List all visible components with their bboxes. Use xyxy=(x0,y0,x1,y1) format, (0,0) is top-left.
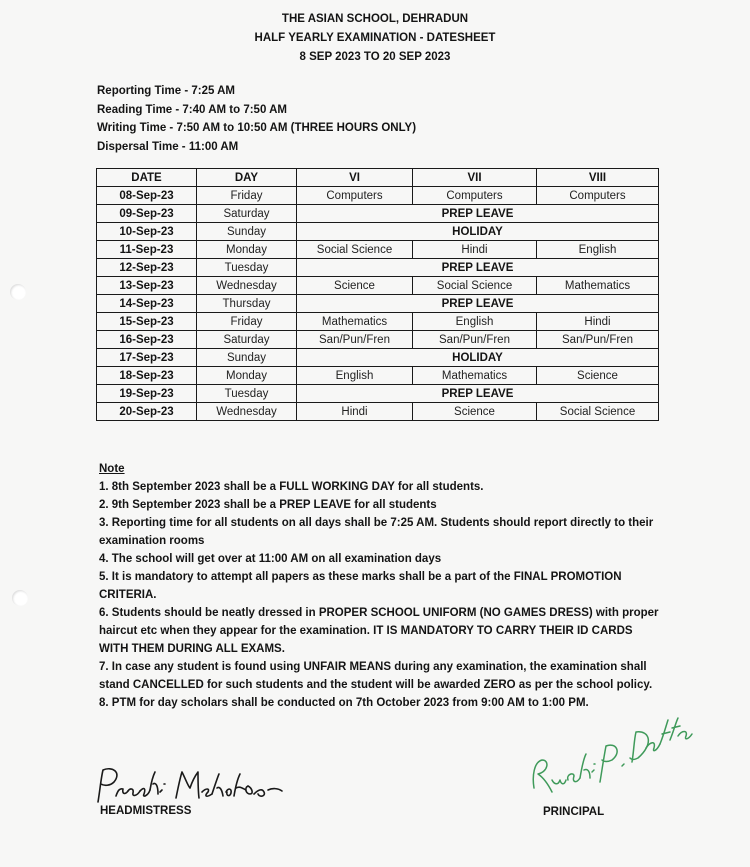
note-item: 5. It is mandatory to attempt all papers as these marks shall be a part of the FINAL PROMOTION CRITERIA. xyxy=(99,571,622,601)
day-cell: Friday xyxy=(197,313,297,331)
column-header-viii: VIII xyxy=(537,169,659,187)
table-row xyxy=(97,385,659,403)
day-cell: Thursday xyxy=(197,295,297,313)
subject-cell-viii: English xyxy=(537,241,659,259)
table-row xyxy=(97,331,659,349)
subject-cell-viii: Science xyxy=(537,367,659,385)
date-cell: 15-Sep-23 xyxy=(97,313,197,331)
table-row xyxy=(97,277,659,295)
date-cell: 18-Sep-23 xyxy=(97,367,197,385)
subject-cell-vii: Hindi xyxy=(413,241,537,259)
reading-time: Reading Time - 7:40 AM to 7:50 AM xyxy=(97,103,287,116)
table-row xyxy=(97,295,659,313)
date-cell: 09-Sep-23 xyxy=(97,205,197,223)
principal-label: PRINCIPAL xyxy=(543,806,605,818)
reporting-time: Reporting Time - 7:25 AM xyxy=(97,85,236,97)
subject-cell-vii: Science xyxy=(413,403,537,421)
subject-cell-vi: Computers xyxy=(297,187,413,205)
table-body xyxy=(97,187,659,421)
day-cell: Wednesday xyxy=(197,277,297,295)
day-cell: Tuesday xyxy=(197,385,297,403)
column-header-date: DATE xyxy=(97,169,197,187)
exam-title: HALF YEARLY EXAMINATION - DATESHEET xyxy=(254,32,496,44)
subject-cell-vi: Hindi xyxy=(297,403,413,421)
table-row xyxy=(97,403,659,421)
date-cell: 11-Sep-23 xyxy=(97,241,197,259)
date-cell: 20-Sep-23 xyxy=(97,403,197,421)
school-name: THE ASIAN SCHOOL, DEHRADUN xyxy=(281,13,469,25)
date-cell: 10-Sep-23 xyxy=(97,223,197,241)
subject-cell-vi: Social Science xyxy=(297,241,413,259)
date-cell: 16-Sep-23 xyxy=(97,331,197,349)
subject-cell-viii: Computers xyxy=(537,187,659,205)
table-row xyxy=(97,259,659,277)
date-cell: 13-Sep-23 xyxy=(97,277,197,295)
note-item: 6. Students should be neatly dressed in PROPER SCHOOL UNIFORM (NO GAMES DRESS) with proper haircut etc when they appear for the examination. IT IS MANDATORY TO CARRY THEIR ID CARDS WITH THEM DURING ALL EXAMS. xyxy=(99,607,659,655)
merged-status-cell: HOLIDAY xyxy=(297,349,659,367)
datesheet-table xyxy=(96,168,659,421)
table-row xyxy=(97,349,659,367)
timings-block xyxy=(97,82,416,156)
subject-cell-vi: San/Pun/Fren xyxy=(297,331,413,349)
writing-time: Writing Time - 7:50 AM to 10:50 AM (THREE HOURS ONLY) xyxy=(97,122,417,134)
table-row xyxy=(97,223,659,241)
merged-status-cell: PREP LEAVE xyxy=(297,205,659,223)
note-item: 1. 8th September 2023 shall be a FULL WORKING DAY for all students. xyxy=(99,481,484,493)
note-item: 2. 9th September 2023 shall be a PREP LEAVE for all students xyxy=(99,499,437,511)
headmistress-signature xyxy=(92,764,292,808)
headmistress-label: HEADMISTRESS xyxy=(100,805,192,817)
table-row xyxy=(97,367,659,385)
table-row xyxy=(97,313,659,331)
subject-cell-vii: San/Pun/Fren xyxy=(413,331,537,349)
subject-cell-vii: Social Science xyxy=(413,277,537,295)
subject-cell-vii: English xyxy=(413,313,537,331)
date-cell: 19-Sep-23 xyxy=(97,385,197,403)
note-item: 8. PTM for day scholars shall be conducted on 7th October 2023 from 9:00 AM to 1:00 PM. xyxy=(99,697,589,709)
table-header-row xyxy=(97,169,659,187)
note-item: 7. In case any student is found using UNFAIR MEANS during any examination, the examination shall stand CANCELLED for such students and the student will be awarded ZERO as per the school policy. xyxy=(99,661,653,691)
subject-cell-vii: Computers xyxy=(413,187,537,205)
column-header-day: DAY xyxy=(197,169,297,187)
table-row xyxy=(97,241,659,259)
day-cell: Saturday xyxy=(197,331,297,349)
notes-section xyxy=(99,460,659,712)
day-cell: Friday xyxy=(197,187,297,205)
date-cell: 14-Sep-23 xyxy=(97,295,197,313)
merged-status-cell: PREP LEAVE xyxy=(297,259,659,277)
day-cell: Sunday xyxy=(197,223,297,241)
date-cell: 12-Sep-23 xyxy=(97,259,197,277)
day-cell: Monday xyxy=(197,241,297,259)
table-row xyxy=(97,187,659,205)
merged-status-cell: PREP LEAVE xyxy=(297,295,659,313)
subject-cell-vi: Mathematics xyxy=(297,313,413,331)
table-row xyxy=(97,205,659,223)
exam-dates: 8 SEP 2023 TO 20 SEP 2023 xyxy=(299,51,451,63)
subject-cell-viii: Social Science xyxy=(537,403,659,421)
date-cell: 17-Sep-23 xyxy=(97,349,197,367)
note-item: 4. The school will get over at 11:00 AM on all examination days xyxy=(99,553,442,565)
day-cell: Tuesday xyxy=(197,259,297,277)
day-cell: Saturday xyxy=(197,205,297,223)
date-cell: 08-Sep-23 xyxy=(97,187,197,205)
column-header-vii: VII xyxy=(413,169,537,187)
day-cell: Monday xyxy=(197,367,297,385)
merged-status-cell: PREP LEAVE xyxy=(297,385,659,403)
subject-cell-vi: English xyxy=(297,367,413,385)
subject-cell-viii: Hindi xyxy=(537,313,659,331)
principal-signature xyxy=(528,712,696,808)
merged-status-cell: HOLIDAY xyxy=(297,223,659,241)
column-header-vi: VI xyxy=(297,169,413,187)
subject-cell-vi: Science xyxy=(297,277,413,295)
punch-hole-top xyxy=(10,284,26,300)
subject-cell-viii: San/Pun/Fren xyxy=(537,331,659,349)
punch-hole-bottom xyxy=(12,590,28,606)
day-cell: Wednesday xyxy=(197,403,297,421)
subject-cell-viii: Mathematics xyxy=(537,277,659,295)
notes-heading: Note xyxy=(99,463,125,475)
document-header xyxy=(0,10,750,67)
subject-cell-vii: Mathematics xyxy=(413,367,537,385)
day-cell: Sunday xyxy=(197,349,297,367)
dispersal-time: Dispersal Time - 11:00 AM xyxy=(97,140,239,153)
note-item: 3. Reporting time for all students on all days shall be 7:25 AM. Students should report directly to their examination rooms xyxy=(99,517,654,547)
